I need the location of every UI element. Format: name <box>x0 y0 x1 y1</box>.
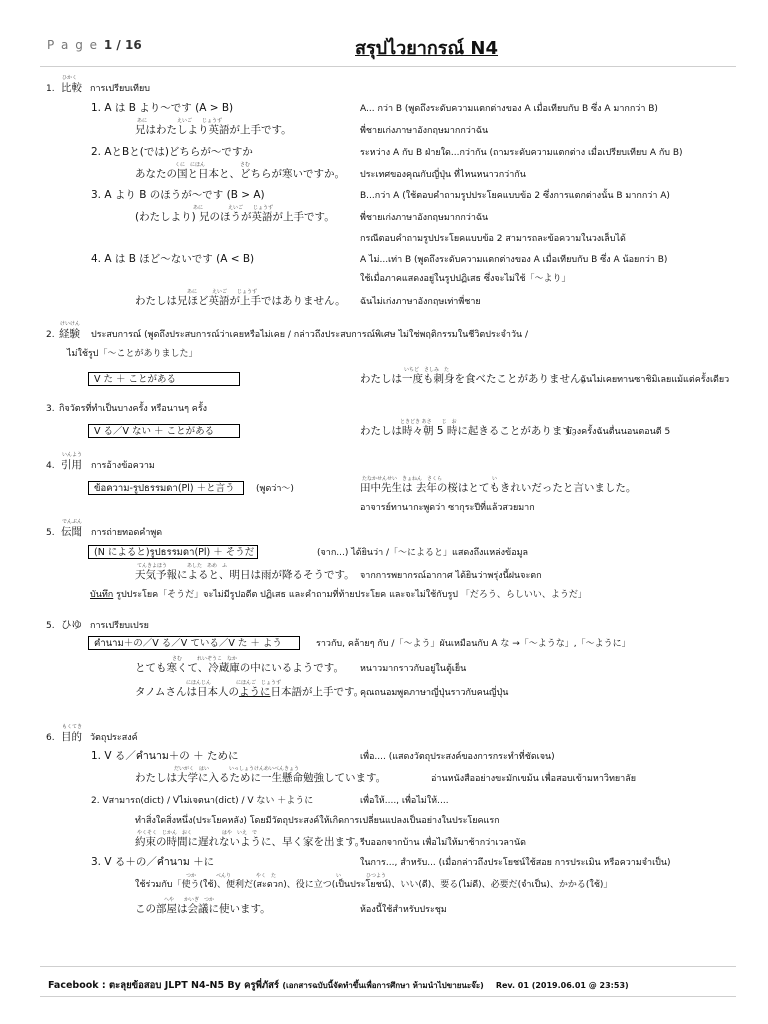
page-prefix: P a g e <box>47 38 99 52</box>
example-ruby: いちど さしみ た <box>404 367 450 373</box>
example-sentence: わたしは一度も刺身を食べたことがありません。 <box>360 373 592 385</box>
section-number: 2. <box>46 330 55 340</box>
example-ruby: あに えいご じょうず <box>137 118 223 124</box>
section-title: การเปรียบเปรย <box>90 621 149 631</box>
grammar-pattern-box: (N によると)รูปธรรมดา(Pl) ＋ そうだ <box>88 545 258 559</box>
section-ruby: でんぶん <box>62 519 83 525</box>
example-translation: ประเทศของคุณกับญี่ปุ่น ที่ไหนหนาวกว่ากัน <box>360 170 526 180</box>
section-number: 5. <box>46 621 55 631</box>
footer <box>48 978 629 993</box>
section-kanji: ひゆ <box>61 619 82 631</box>
example-translation: จากการพยากรณ์อากาศ ได้ยินว่าพรุ่งนี้ฝนจะตก <box>360 571 542 581</box>
pattern-description: เพื่อให้...., เพื่อไม่ให้.... <box>360 796 449 806</box>
section-kanji: 比較 <box>61 82 82 94</box>
section-title: กิจวัตรที่ทำเป็นบางครั้ง หรือนานๆ ครั้ง <box>59 404 208 414</box>
section-number: 3. <box>46 404 55 414</box>
grammar-pattern-box: V る／V ない ＋ ことがある <box>88 424 240 438</box>
example-ruby: たなかせんせい きょねん さくら い <box>362 476 498 482</box>
pattern-description: B...กว่า A (ใช้ตอบคำถามรูปประโยคแบบข้อ 2 ซึ่งการแตกต่างนั้น B มากกว่า A) <box>360 191 670 201</box>
page-number: 1 / 16 <box>103 38 142 52</box>
footer-revision: Rev. 01 (2019.06.01 @ 23:53) <box>495 981 629 990</box>
grammar-pattern: 1. A は B より〜です (A > B) <box>91 102 234 114</box>
pattern-description: A ไม่...เท่า B (พูดถึงระดับความแตกต่างของ A เมื่อเทียบกับ B ซึ่ง A น้อยกว่า B) <box>360 255 668 265</box>
example-translation: ฉันไม่เคยทานซาชิมิเลยแม้แต่ครั้งเดียว <box>580 375 730 385</box>
example-ruby: にほんじん にほんご じょうず <box>186 680 282 686</box>
pattern-note: ใช้เมื่อภาคแสดงอยู่ในรูปปฏิเสธ ซึ่งจะไม่ใช้「〜より」 <box>360 274 571 284</box>
grammar-pattern: 4. A は B ほど〜ないです (A < B) <box>91 253 255 265</box>
section-number: 1. <box>46 84 55 94</box>
note <box>90 589 587 601</box>
footer-bottom-divider <box>40 996 736 997</box>
header-divider <box>40 66 736 67</box>
footer-main: Facebook : ตะลุยข้อสอบ JLPT N4-N5 By ครูพี่ภัสร์ <box>48 980 283 991</box>
example-translation: ฉันไม่เก่งภาษาอังกฤษเท่าพี่ชาย <box>360 297 481 307</box>
example-sentence <box>135 686 364 698</box>
example-translation: อ่านหนังสืออย่างขะมักเขม้น เพื่อสอบเข้ามหาวิทยาลัย <box>431 774 636 784</box>
example-ruby: くに にほん さむ <box>175 162 251 168</box>
section-ruby: もくてき <box>62 724 83 730</box>
example-part: タノムさんは日本人の <box>135 686 239 698</box>
example-sentence: とても寒くて、冷蔵庫の中にいるようです。 <box>135 662 344 674</box>
example-sentence: あなたの国と日本と、どちらが寒いですか。 <box>135 168 345 180</box>
example-highlight: ように <box>238 686 271 698</box>
example-ruby: だいがく はい いっしょうけんめいべんきょう <box>174 766 300 772</box>
footer-divider <box>40 966 736 967</box>
section-kanji: 引用 <box>61 459 82 471</box>
example-translation: รีบออกจากบ้าน เพื่อไม่ให้มาช้ากว่าเวลานัด <box>360 838 526 848</box>
example-sentence: わたしは兄ほど英語が上手ではありません。 <box>135 295 346 307</box>
example-ruby: ときどき あさ じ お <box>400 419 457 425</box>
pattern-description: เพื่อ.... (แสดงวัตถุประสงค์ของการกระทำที่ชัดเจน) <box>360 752 555 762</box>
example-ruby: てんきよほう あした あめ ふ <box>137 563 228 569</box>
grammar-pattern-box: ข้อความ-รูปธรรมดา(Pl) ＋と言う <box>88 481 244 495</box>
pattern-description: (พูดว่า〜) <box>256 484 294 494</box>
example-translation: พี่ชายเก่งภาษาอังกฤษมากกว่าฉัน <box>360 213 489 223</box>
grammar-pattern: 3. A より B のほうが〜です (B > A) <box>91 189 265 201</box>
section-title: การถ่ายทอดคำพูด <box>91 528 163 538</box>
example-ruby: へや かいぎ つか <box>164 897 215 903</box>
example-sentence: (わたしより) 兄のほうが英語が上手です。 <box>135 211 335 223</box>
example-translation: หนาวมากราวกับอยู่ในตู้เย็น <box>360 664 467 674</box>
example-sentence: 田中先生は 去年の桜はとてもきれいだったと言いました。 <box>360 482 637 494</box>
example-translation: อาจารย์ทานากะพูดว่า ซากุระปีที่แล้วสวยมาก <box>360 503 535 513</box>
pattern-description: (จาก...) ได้ยินว่า /「〜によると」แสดงถึงแหล่งข้อมูล <box>317 548 529 558</box>
section-number: 4. <box>46 461 55 471</box>
pattern-note: ใช้ร่วมกับ「使う(ใช้)、便利だ(สะดวก)、役に立つ(เป็นประโยชน์)、いい(ดี)、要る(ไม่ดี)、必要だ(จำเป็น)、かかる(ใช้)」 <box>135 880 613 890</box>
example-translation: คุณถนอมพูดภาษาญี่ปุ่นราวกับคนญี่ปุ่น <box>360 688 509 698</box>
example-ruby: やくそく じかん おく はや いえ で <box>137 830 258 836</box>
section-kanji: 目的 <box>61 731 82 743</box>
pattern-note: ทำสิ่งใดสิ่งหนึ่ง(ประโยคหลัง) โดยมีวัตถุประสงค์ให้เกิดการเปลี่ยนแปลงเป็นอย่างในประโยคแรก <box>135 816 500 826</box>
section-title: การอ้างข้อความ <box>91 461 155 471</box>
pattern-description: ในการ..., สำหรับ... (เมื่อกล่าวถึงประโยชน์ใช้สอย การประเมิน หรือความจำเป็น) <box>360 858 671 868</box>
example-translation: ห้องนี้ใช้สำหรับประชุม <box>360 905 447 915</box>
note-label: บันทึก <box>90 590 114 600</box>
grammar-pattern: 2. AとBと(では)どちらが〜ですか <box>91 146 253 158</box>
section-kanji: 経験 <box>59 328 80 340</box>
section-kanji: 伝聞 <box>61 526 82 538</box>
grammar-pattern: 2. Vสามารถ(dict) / Vไม่เจตนา(dict) / V ない ＋ように <box>91 796 314 806</box>
grammar-pattern-box: V た ＋ ことがある <box>88 372 240 386</box>
pattern-description: ราวกับ, คล้ายๆ กับ /「〜よう」ผันเหมือนกับ A な →「〜ような」,「〜ように」 <box>316 639 631 649</box>
grammar-pattern: 1. V る／คำนาม＋の ＋ ために <box>91 750 239 762</box>
pattern-description: A... กว่า B (พูดถึงระดับความแตกต่างของ A เมื่อเทียบกับ B ซึ่ง A มากกว่า B) <box>360 104 658 114</box>
example-sentence: 天気予報によると、明日は雨が降るそうです。 <box>135 569 355 581</box>
section-ruby: いんよう <box>62 452 83 458</box>
section-number: 6. <box>46 733 55 743</box>
example-translation: บางครั้งฉันตื่นนอนตอนตี 5 <box>566 427 671 437</box>
example-part: 日本語が上手です。 <box>270 686 365 698</box>
example-ruby: さむ れいぞうこ なか <box>172 656 238 662</box>
section-ruby: けいけん <box>60 321 81 327</box>
pattern-description: ระหว่าง A กับ B ฝ่ายใด...กว่ากัน (ถามระดับความแตกต่าง เมื่อเปรียบเทียบ A กับ B) <box>360 148 683 158</box>
section-title: การเปรียบเทียบ <box>90 84 150 94</box>
section-title: วัตถุประสงค์ <box>90 733 138 743</box>
section-number: 5. <box>46 528 55 538</box>
page-indicator <box>47 38 142 52</box>
footer-disclaimer: (เอกสารฉบับนี้จัดทำขึ้นเพื่อการศึกษา ห้ามนำไปขายนะจ๊ะ) <box>282 981 484 990</box>
section-title-cont: ไม่ใช้รูป「〜ことがありました」 <box>67 349 198 359</box>
example-sentence: 兄はわたしより英語が上手です。 <box>135 124 292 136</box>
example-sentence: わたしは大学に入るために一生懸命勉強しています。 <box>135 772 387 784</box>
section-title: ประสบการณ์ (พูดถึงประสบการณ์ว่าเคยหรือไม่เคย / กล่าวถึงประสบการณ์พิเศษ ไม่ใช่พฤติกรรมในชีวิตประจำวัน / <box>91 330 529 340</box>
pattern-note: กรณีตอบคำถามรูปประโยคแบบข้อ 2 สามารถละข้อความในวงเล็บได้ <box>360 234 626 244</box>
example-sentence: 約束の時間に遅れないように、早く家を出ます。 <box>135 836 366 848</box>
example-sentence: わたしは時々朝 5 時に起きることがあります。 <box>360 425 583 437</box>
example-ruby: つか べんり やく た い ひつよう <box>186 873 387 879</box>
page-title: สรุปไวยากรณ์ N4 <box>355 38 499 59</box>
example-translation: พี่ชายเก่งภาษาอังกฤษมากกว่าฉัน <box>360 126 489 136</box>
grammar-pattern-box: คำนาม＋の／V る／V ている／V た ＋ よう <box>88 636 300 650</box>
example-sentence: この部屋は会議に使います。 <box>135 903 271 915</box>
example-ruby: あに えいご じょうず <box>193 205 274 211</box>
example-ruby: あに えいご じょうず <box>187 289 258 295</box>
note-text: รูปประโยค「そうだ」จะไม่มีรูปอดีต ปฏิเสธ และคำถามที่ท้ายประโยค และจะไม่ใช้กับรูป 「だろう、らしいい、ようだ」 <box>113 590 587 600</box>
section-ruby: ひかく <box>62 75 78 81</box>
grammar-pattern: 3. V る＋の／คำนาม ＋に <box>91 856 215 868</box>
